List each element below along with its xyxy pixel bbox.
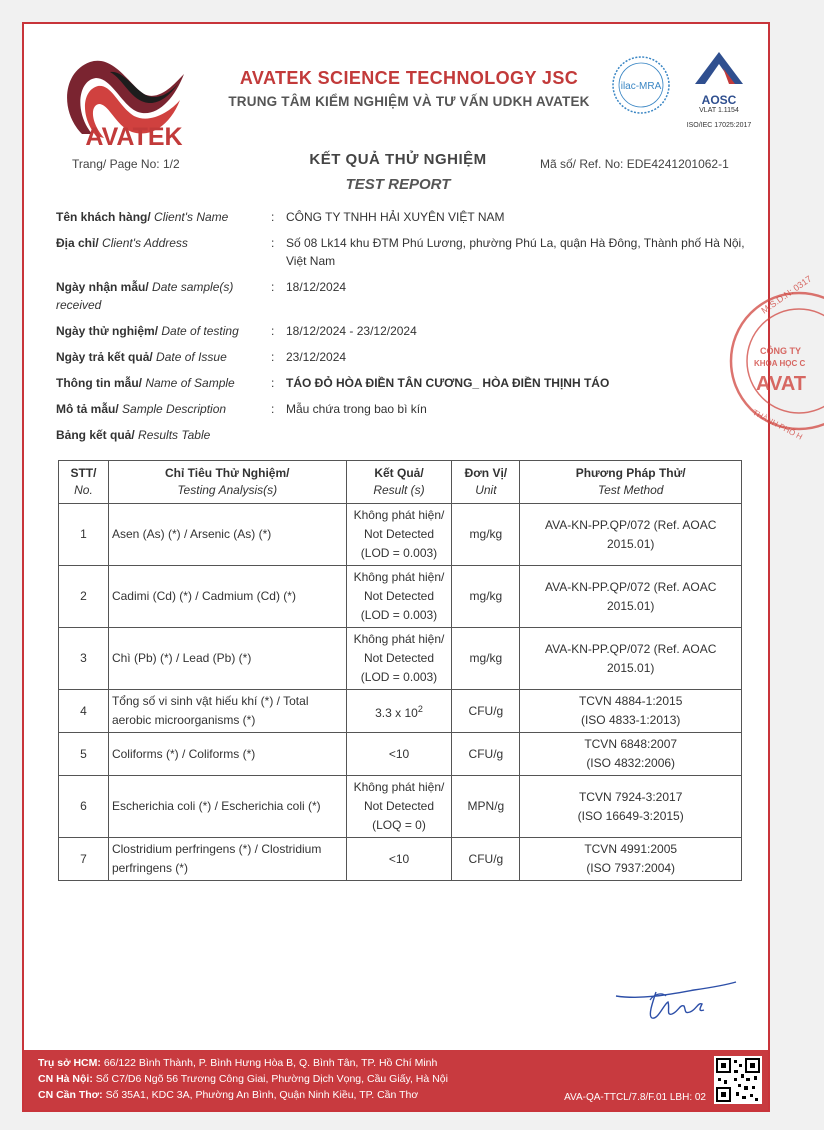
- title-en: TEST REPORT: [345, 176, 451, 193]
- header-analysis: Chỉ Tiêu Thử Nghiệm/ Testing Analysis(s): [108, 461, 346, 504]
- aosc-triangle-icon: [689, 50, 749, 90]
- results-table: [58, 460, 742, 881]
- info-row-date-issue: Ngày trả kết quả/ Date of Issue : 23/12/2024: [56, 348, 746, 366]
- date-issue: 23/12/2024: [286, 350, 347, 364]
- company-stamp: [724, 273, 824, 442]
- sample-name: TÁO ĐỎ HÒA ĐIỀN TÂN CƯƠNG_ HÒA ĐIỀN THỊNH TÁO: [286, 376, 610, 390]
- aosc-label: AOSC: [701, 93, 737, 107]
- qr-code-icon: [714, 1056, 762, 1104]
- ilac-mra-mark: [610, 54, 672, 116]
- client-address: Số 08 Lk14 khu ĐTM Phú Lương, phường Phú La, quận Hà Đông, Thành phố Hà Nội, Việt Nam: [286, 236, 745, 268]
- company-block: [174, 68, 644, 109]
- footer-hanoi: CN Hà Nội: Số C7/D6 Ngõ 56 Trương Công Giai, Phường Dịch Vọng, Cầu Giấy, Hà Nội: [38, 1073, 448, 1085]
- signature: [612, 974, 742, 1034]
- avatek-logo: [52, 42, 192, 151]
- footer-cantho: CN Cần Thơ: Số 35A1, KDC 3A, Phường An Bình, Quận Ninh Kiều, TP. Cần Thơ: [38, 1089, 419, 1101]
- report-page: [22, 22, 814, 1112]
- info-row-sample-desc: Mô tả mẫu/ Sample Description : Mẫu chứa trong bao bì kín: [56, 400, 746, 418]
- svg-text:AVAT: AVAT: [756, 373, 806, 395]
- table-row: 2 Cadimi (Cd) (*) / Cadmium (Cd) (*) Không phát hiện/ Not Detected (LOD = 0.003) mg/kg AVA-KN-PP.QP/072 (Ref. AOAC 2015.01): [59, 566, 742, 628]
- svg-text:M.S.D.N: 0317: M.S.D.N: 0317: [759, 273, 814, 316]
- date-received: 18/12/2024: [286, 280, 347, 294]
- table-row: 5 Coliforms (*) / Coliforms (*) <10 CFU/g TCVN 6848:2007 (ISO 4832:2006): [59, 733, 742, 776]
- info-row-sample-name: Thông tin mẫu/ Name of Sample : TÁO ĐỎ HÒA ĐIỀN TÂN CƯƠNG_ HÒA ĐIỀN THỊNH TÁO: [56, 374, 746, 392]
- logo-text: AVATEK: [85, 123, 183, 151]
- table-row: 6 Escherichia coli (*) / Escherichia coli (*) Không phát hiện/ Not Detected (LOQ = 0) MPN/g TCVN 7924-3:2017 (ISO 16649-3:2015): [59, 776, 742, 838]
- table-row: 1 Asen (As) (*) / Arsenic (As) (*) Không phát hiện/ Not Detected (LOD = 0.003) mg/kg AVA-KN-PP.QP/072 (Ref. AOAC 2015.01): [59, 504, 742, 566]
- date-testing: 18/12/2024 - 23/12/2024: [286, 324, 417, 338]
- sample-description: Mẫu chứa trong bao bì kín: [286, 402, 427, 416]
- info-row-date-received: Ngày nhận mẫu/ Date sample(s) received : 18/12/2024: [56, 278, 746, 314]
- page-number: Trang/ Page No: 1/2: [72, 157, 180, 171]
- svg-text:KHOA HỌC C: KHOA HỌC C: [754, 359, 806, 368]
- title-vn: KẾT QUẢ THỬ NGHIỆM: [309, 151, 487, 168]
- table-row: 7 Clostridium perfringens (*) / Clostridium perfringens (*) <10 CFU/g TCVN 4991:2005 (ISO 7937:2004): [59, 838, 742, 881]
- vlat-code: VLAT 1.1154: [699, 107, 739, 114]
- reference-number: Mã số/ Ref. No: EDE4241201062-1: [540, 157, 729, 171]
- svg-text:CÔNG TY: CÔNG TY: [760, 346, 802, 356]
- info-row-address: Địa chỉ/ Client's Address : Số 08 Lk14 khu ĐTM Phú Lương, phường Phú La, quận Hà Đông, Thành phố Hà Nội, Việt Nam: [56, 236, 745, 268]
- table-header-row: [59, 461, 742, 504]
- ilac-label: ilac-MRA: [620, 81, 662, 92]
- header-unit: Đơn Vị/ Unit: [452, 461, 520, 504]
- aosc-accreditation-mark: [679, 50, 759, 129]
- footer-addresses: [38, 1055, 448, 1103]
- company-name-en: AVATEK SCIENCE TECHNOLOGY JSC: [239, 68, 579, 88]
- info-row-results-label: Bảng kết quả/ Results Table: [56, 428, 211, 442]
- info-row-date-testing: Ngày thử nghiệm/ Date of testing : 18/12/2024 - 23/12/2024: [56, 322, 746, 340]
- info-row-client-name: Tên khách hàng/ Client's Name : CÔNG TY TNHH HẢI XUYÊN VIỆT NAM: [56, 208, 746, 226]
- header-result: Kết Quả/ Result (s): [346, 461, 452, 504]
- client-info: [56, 208, 746, 444]
- footer-hcm: Trụ sở HCM: 66/122 Bình Thành, P. Bình Hưng Hòa B, Q. Bình Tân, TP. Hồ Chí Minh: [38, 1057, 438, 1069]
- company-name-vn: TRUNG TÂM KIỂM NGHIỆM VÀ TƯ VẤN UDKH AVATEK: [228, 94, 590, 109]
- table-row: 3 Chì (Pb) (*) / Lead (Pb) (*) Không phát hiện/ Not Detected (LOD = 0.003) mg/kg AVA-KN-PP.QP/072 (Ref. AOAC 2015.01): [59, 628, 742, 690]
- table-row: 4 Tổng số vi sinh vật hiếu khí (*) / Total aerobic microorganisms (*) 3.3 x $10^2$ CFU/g TCVN 4884-1:2015 (ISO 4833-1:2013): [59, 690, 742, 733]
- header-method: Phương Pháp Thử/ Test Method: [520, 461, 742, 504]
- svg-text:THÀNH PHỐ H: THÀNH PHỐ H: [751, 407, 804, 442]
- iso-standard: ISO/IEC 17025:2017: [686, 122, 752, 129]
- form-number: AVA-QA-TTCL/7.8/F.01 LBH: 02: [564, 1092, 706, 1103]
- client-name: CÔNG TY TNHH HẢI XUYÊN VIỆT NAM: [286, 210, 505, 224]
- header-no: STT/ No.: [59, 461, 109, 504]
- footer-bar: [24, 1050, 768, 1110]
